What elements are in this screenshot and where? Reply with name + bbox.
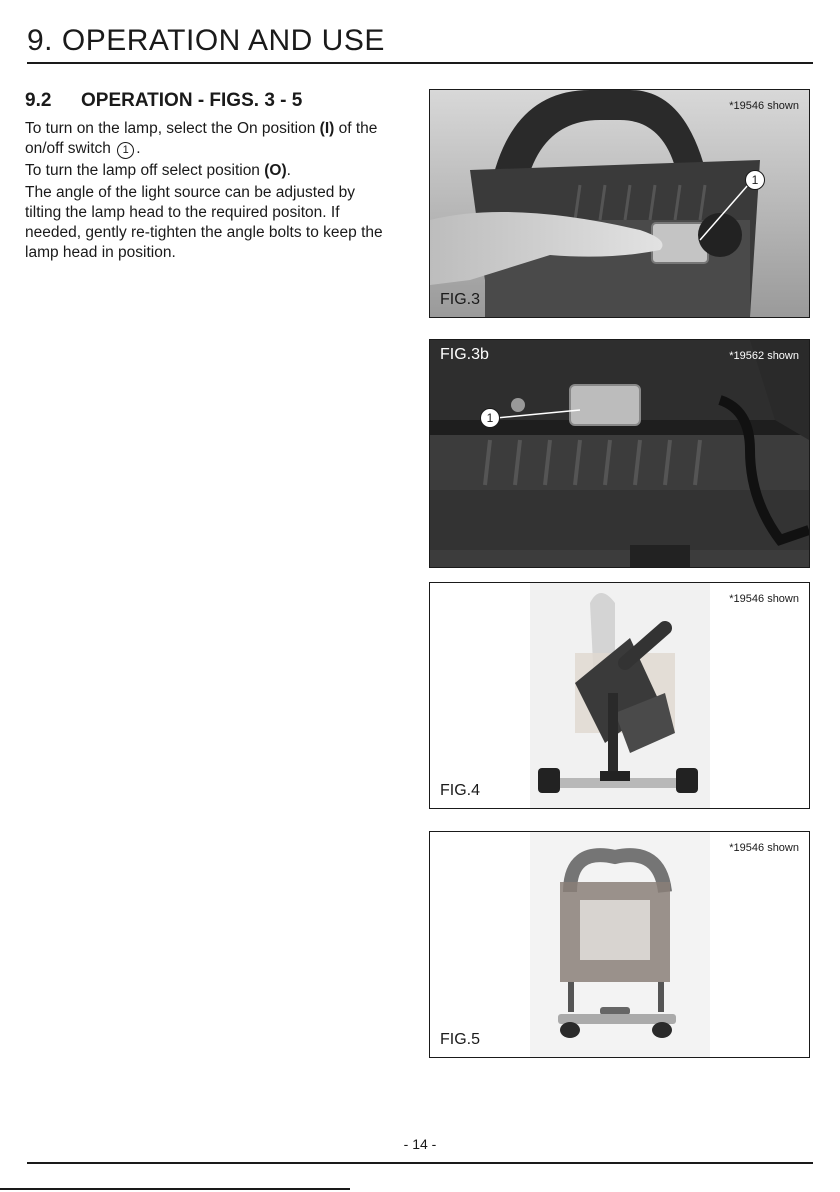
text-run: .	[286, 162, 291, 179]
figure-4	[429, 582, 810, 809]
figure-3-label: FIG.3	[440, 291, 481, 308]
text-run: To turn on the lamp, select the On position	[25, 120, 320, 137]
figure-5	[429, 831, 810, 1058]
paragraph-angle: The angle of the light source can be adjusted by tilting the lamp head to the required positon. If needed, gently re-tighten the angle bolts to keep the lamp head in position.	[25, 184, 383, 261]
figure-3b-callout: 1	[480, 408, 500, 428]
text-run: of the on/off switch	[25, 120, 378, 157]
figure-4-photo	[430, 583, 809, 808]
figure-5-note: *19546 shown	[729, 842, 799, 854]
section-title: OPERATION - FIGS. 3 - 5	[81, 90, 303, 111]
figure-4-note: *19546 shown	[729, 593, 799, 605]
figure-3b-photo	[430, 340, 809, 567]
section-number: 9.2	[25, 90, 52, 111]
figure-3b	[429, 339, 810, 568]
figure-3-note: *19546 shown	[729, 100, 799, 112]
figure-3-photo	[430, 90, 809, 317]
page-number: - 14 -	[403, 1136, 437, 1152]
bottom-strip	[0, 1188, 350, 1190]
text-run: .	[136, 140, 141, 157]
figure-5-label: FIG.5	[440, 1031, 481, 1048]
page-title: 9. OPERATION AND USE	[27, 24, 385, 57]
figure-3-callout: 1	[745, 170, 765, 190]
footer-rule	[27, 1162, 813, 1164]
figure-4-label: FIG.4	[440, 782, 481, 799]
title-rule	[27, 62, 813, 64]
on-position-mark: (I)	[319, 120, 335, 137]
switch-callout-symbol: 1	[117, 142, 134, 159]
figure-5-photo	[430, 832, 809, 1057]
text-run: To turn the lamp off select position	[25, 162, 265, 179]
paragraph-turn-on	[25, 119, 395, 159]
figure-3b-label: FIG.3b	[440, 346, 489, 363]
figure-3	[429, 89, 810, 318]
off-position-mark: (O)	[264, 162, 287, 179]
figure-3b-note: *19562 shown	[729, 350, 799, 362]
body-text	[25, 119, 395, 265]
paragraph-turn-off	[25, 161, 395, 181]
section-heading	[25, 90, 302, 112]
